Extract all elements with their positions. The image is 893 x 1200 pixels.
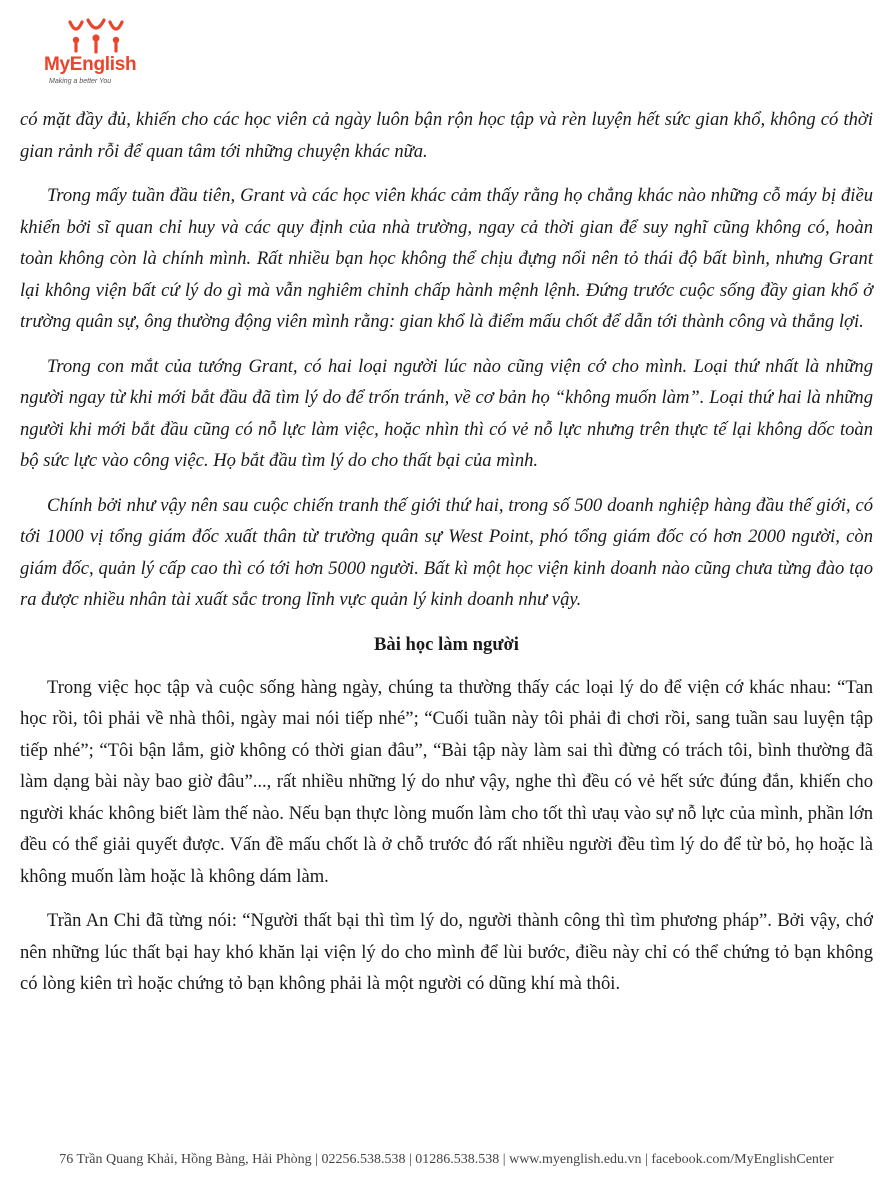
paragraph: Chính bởi như vậy nên sau cuộc chiến tranh thế giới thứ hai, trong số 500 doanh nghiệp hàng đầu thế giới, có tới 1000 vị tổng giám đốc xuất thân từ trường quân sự West Point, phó tổng giám đốc có hơn 2000 người, còn giám đốc, quản lý cấp cao thì có tới hơn 5000 người. Bất kì một học viện kinh doanh nào cũng chưa từng đào tạo ra được nhiều nhân tài xuất sắc trong lĩnh vực quản lý kinh doanh như vậy. bbox=[20, 494, 873, 610]
paragraph: có mặt đầy đủ, khiến cho các học viên cả ngày luôn bận rộn học tập và rèn luyện hết sức gian khổ, không có thời gian rảnh rỗi để quan tâm tới những chuyện khác nữa. bbox=[20, 109, 873, 162]
paragraph: Trong việc học tập và cuộc sống hàng ngày, chúng ta thường thấy các loại lý do để viện cớ khác nhau: “Tan học rồi, tôi phải về nhà thôi, ngày mai nói tiếp nhé”; “Cuối tuần này tôi phải đi chơi rồi, sang tuần sau luyện tập tiếp nhé”; “Tôi bận lắm, giờ không có thời gian đâu”, “Bài tập này làm sai thì đừng có trách tôi, bình thường đã làm dạng bài này bao giờ đâu”..., rất nhiều những lý do như vậy, nghe thì đều có vẻ hết sức đúng đắn, khiến cho người khác không biết làm thế nào. Nếu bạn thực lòng muốn làm cho tốt thì ưaụ vào sự nỗ lực của mình, phần lớn đều có thể giải quyết được. Vấn đề mấu chốt là ở chỗ trước đó rất nhiều người đều tìm lý do để từ bỏ, họ hoặc là không muốn làm hoặc là không dám làm. bbox=[20, 676, 873, 887]
brand-logo bbox=[44, 18, 154, 88]
page-footer: 76 Trần Quang Khải, Hồng Bàng, Hải Phòng | 02256.538.538 | 01286.538.538 | www.myenglish.edu.vn | facebook.com/MyEnglishCenter bbox=[59, 1152, 834, 1167]
paragraph: Trong con mắt của tướng Grant, có hai loại người lúc nào cũng viện cớ cho mình. Loại thứ nhất là những người ngay từ khi mới bắt đầu đã tìm lý do để trốn tránh, về cơ bản họ “không muốn làm”. Loại thứ hai là những người khi mới bắt đầu cũng có nỗ lực làm việc, hoặc nhìn thì có vẻ nỗ lực nhưng trên thực tế lại không dốc toàn bộ sức lực vào công việc. Họ bắt đầu tìm lý do cho thất bại của mình. bbox=[20, 355, 873, 471]
brand-tagline: Making a better You bbox=[49, 78, 112, 85]
section-title: Bài học làm người bbox=[374, 633, 519, 655]
paragraph: Trong mấy tuần đầu tiên, Grant và các học viên khác cảm thấy rằng họ chẳng khác nào những cỗ máy bị điều khiển bởi sĩ quan chỉ huy và các quy định của nhà trường, ngay cả thời gian để suy nghĩ cũng không có, hoàn toàn không còn là chính mình. Rất nhiều bạn học không thể chịu đựng nổi nên tỏ thái độ bất bình, nhưng Grant lại không viện bất cứ lý do gì mà vẫn nghiêm chỉnh chấp hành mệnh lệnh. Đứng trước cuộc sống đầy gian khổ ở trường quân sự, ông thường động viên mình rằng: gian khổ là điểm mấu chốt để dẫn tới thành công và thắng lợi. bbox=[20, 185, 873, 332]
people-logo-icon bbox=[66, 18, 126, 54]
paragraph: Trần An Chi đã từng nói: “Người thất bại thì tìm lý do, người thành công thì tìm phương pháp”. Bởi vậy, chớ nên những lúc thất bại hay khó khăn lại viện lý do cho mình để lùi bước, điều này chỉ có thể chứng tỏ bạn không có lòng kiên trì hoặc chứng tỏ bạn không phải là một người có dũng khí mà thôi. bbox=[20, 910, 873, 994]
brand-name: MyEnglish bbox=[44, 54, 137, 75]
document-body bbox=[20, 104, 873, 1013]
